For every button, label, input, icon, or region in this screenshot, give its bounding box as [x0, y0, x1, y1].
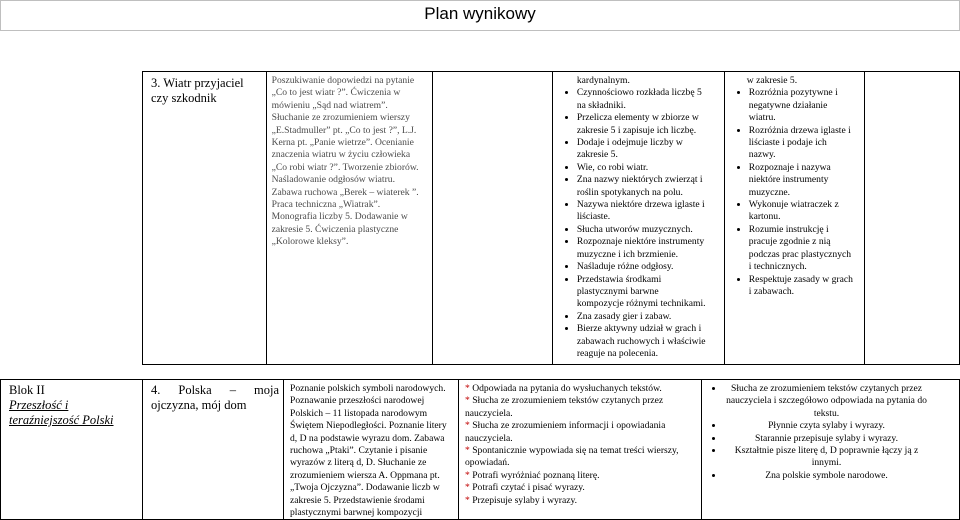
list-item: • Słucha ze zrozumieniem tekstów czytanych przez nauczyciela i szczegółowo odpowiada na pytania do tekstu.: [724, 383, 929, 420]
list-item: * Potrafi czytać i pisać wyrazy.: [465, 482, 585, 494]
list-item: • Starannie przepisuje sylaby i wyrazy.: [724, 433, 929, 445]
activities-cell: [284, 380, 459, 520]
empty-cell: [432, 72, 552, 365]
list-item: * Słucha ze zrozumieniem informacji i opowiadania nauczyciela.: [465, 420, 666, 444]
list-item: • Płynnie czyta sylaby i wyrazy.: [724, 420, 929, 432]
extended-requirements-list: [725, 87, 864, 298]
extended-requirements-list: [702, 380, 959, 482]
block-label: Blok II: [9, 383, 45, 397]
list-item: • Rozpoznaje i nazywa niektóre instrumenty muzyczne.: [749, 162, 854, 199]
block-cell: [1, 380, 143, 520]
basic-requirements-cell: [459, 380, 702, 520]
basic-requirements-lead: kardynalnym.: [576, 75, 630, 86]
basic-requirements-list: [553, 87, 724, 360]
list-item: • Nazywa niektóre drzewa iglaste i liściaste.: [577, 199, 706, 224]
topic-text: 3. Wiatr przyjaciel czy szkodnik: [151, 76, 244, 105]
list-item: • Rozróżnia pozytywne i negatywne działanie wiatru.: [749, 87, 854, 124]
list-item: • Rozumie instrukcję i pracuje zgodnie z nią podczas prac plastycznych i technicznych.: [749, 224, 854, 274]
list-item: • Słucha utworów muzycznych.: [577, 224, 706, 236]
extended-requirements-cell: [724, 72, 864, 365]
list-item: * Potrafi wyróżniać poznaną literę.: [465, 469, 600, 481]
table-row: [1, 380, 960, 520]
asterisk-icon: *: [465, 420, 473, 432]
plan-table-section-2: [0, 379, 960, 520]
asterisk-icon: *: [465, 445, 473, 457]
list-item: • Przedstawia środkami plastycznymi barwne kompozycje różnymi technikami.: [577, 274, 706, 311]
basic-requirements-list: [459, 380, 701, 507]
asterisk-icon: *: [465, 383, 473, 394]
plan-table-section-1: [142, 71, 960, 365]
topic-text: 4. Polska – moja ojczyzna, mój dom: [151, 383, 279, 412]
list-item: • Rozpoznaje niektóre instrumenty muzyczne i ich brzmienie.: [577, 236, 706, 261]
basic-requirements-cell: [552, 72, 724, 365]
activities-text: Poszukiwanie dopowiedzi na pytanie „Co to jest wiatr ?”. Ćwiczenia w mówieniu „Sąd nad wiatrem”. Słuchanie ze zrozumieniem wierszy „E.Stadmuller” pt. „Co to jest ?”, L.J. Kerna pt. „Panie wietrze”. Ocenianie znaczenia wiatru w życiu człowieka „Co robi wiatr ?”. Tworzenie zbiorów. Naśladowanie odgłosów wiatru. Zabawa ruchowa „Berek – wiaterek ”. Praca techniczna „Wiatrak”. Monografia liczby 5. Dodawanie w zakresie 5. Ćwiczenia plastyczne „Kolorowe kleksy”.: [271, 75, 419, 248]
list-item: • Zna zasady gier i zabaw.: [577, 311, 706, 323]
activities-text: Poznanie polskich symboli narodowych. Poznawanie przeszłości narodowej Polskich – 11 listopada narodowym Świętem Niepodległości. Poznanie litery d, D na podstawie wyrazu dom. Zabawa ruchowa „Ptaki”. Czytanie i pisanie wyrazów z literą d, D. Słuchanie ze zrozumieniem wiersza A. Oppmana pt. „Twoja Ojczyzna”. Dodawanie liczb w zakresie 5. Przedstawienie środami plastycznymi barwnej kompozycji: [290, 383, 447, 519]
list-item: • Dodaje i odejmuje liczby w zakresie 5.: [577, 137, 706, 162]
list-item: • Rozróżnia drzewa iglaste i liściaste i podaje ich nazwy.: [749, 125, 854, 162]
table-row: [143, 72, 960, 365]
asterisk-icon: *: [465, 494, 473, 506]
asterisk-icon: *: [465, 469, 473, 481]
list-item: • Bierze aktywny udział w grach i zabawach ruchowych i właściwie reaguje na polecenia.: [577, 323, 706, 360]
extended-requirements-lead: w zakresie 5.: [746, 75, 798, 86]
list-item: • Przelicza elementy w zbiorze w zakresie 5 i zapisuje ich liczbę.: [577, 112, 706, 137]
list-item: • Zna nazwy niektórych zwierząt i roślin spotykanych na polu.: [577, 174, 706, 199]
activities-cell: [266, 72, 432, 365]
page-title: Plan wynikowy: [424, 4, 536, 23]
list-item: • Czynnościowo rozkłada liczbę 5 na składniki.: [577, 87, 706, 112]
topic-cell: [143, 380, 284, 520]
list-item: * Słucha ze zrozumieniem tekstów czytanych przez nauczyciela.: [465, 395, 664, 419]
list-item: • Respektuje zasady w grach i zabawach.: [749, 274, 854, 299]
list-item: * Spontanicznie wypowiada się na temat treści wierszy, opowiadań.: [465, 445, 679, 469]
list-item: • Wykonuje wiatraczek z kartonu.: [749, 199, 854, 224]
list-item: • Kształtnie pisze literę d, D poprawnie łączy ją z innymi.: [724, 445, 929, 470]
extended-requirements-cell: [702, 380, 960, 520]
list-item: • Naśladuje różne odgłosy.: [577, 261, 706, 273]
list-item: • Zna polskie symbole narodowe.: [724, 470, 929, 482]
asterisk-icon: *: [465, 395, 473, 407]
asterisk-icon: *: [465, 482, 473, 494]
list-item: * Przepisuje sylaby i wyrazy.: [465, 494, 578, 506]
topic-cell: [143, 72, 267, 365]
list-item: • Wie, co robi wiatr.: [577, 162, 706, 174]
block-title: Przeszłość i teraźniejszość Polski: [9, 398, 114, 427]
empty-cell: [864, 72, 959, 365]
list-item: * Odpowiada na pytania do wysłuchanych tekstów.: [465, 383, 662, 394]
